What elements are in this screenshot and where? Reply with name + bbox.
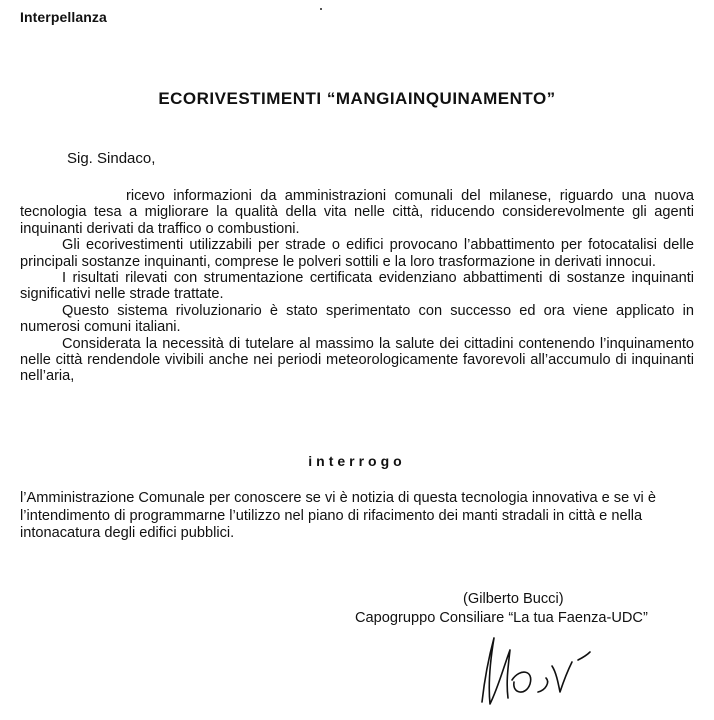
paragraph-intro: ricevo informazioni da amministrazioni comunali del milanese, riguardo una nuova tecnologia tesa a migliorare la qualità della vita nelle città, riducendo considerevolmente gli agenti inquinanti derivati da traffico o combustioni. [20,188,694,237]
document-title: ECORIVESTIMENTI “MANGIAINQUINAMENTO” [158,89,556,108]
paragraph-sistema: Questo sistema rivoluzionario è stato sperimentato con successo ed ora viene applicato in numerosi comuni italiani. [20,302,694,336]
salutation: Sig. Sindaco, [67,150,156,167]
paragraph-risultati: I risultati rilevati con strumentazione certificata evidenziano abbattimenti di sostanze inquinanti significativi nelle strade trattate. [20,270,694,303]
signer-role: Capogruppo Consiliare “La tua Faenza-UDC” [355,610,648,626]
scan-speck [320,8,322,10]
closing-paragraph: l’Amministrazione Comunale per conoscere se vi è notizia di questa tecnologia innovativa e se vi è l’intendimento di programmarne l’utilizzo nel piano di rifacimento dei manti stradali in città e nella intonacatura degli edifici pubblici. [20,490,656,541]
paragraph-ecorivestimenti: Gli ecorivestimenti utilizzabili per strade o edifici provocano l’abbattimento per fotocatalisi delle principali sostanze inquinanti, comprese le polveri sottili e la loro trasformazione in derivati innocui. [20,237,694,270]
letter-body [20,188,694,385]
handwritten-signature [468,632,608,712]
document-type-label: Interpellanza [20,9,107,25]
signer-name: (Gilberto Bucci) [463,591,564,607]
interrogo-heading: interrogo [308,453,406,469]
paragraph-considerata: Considerata la necessità di tutelare al massimo la salute dei cittadini contenendo l’inquinamento nelle città rendendole vivibili anche nei periodi meteorologicamente favorevoli all’accumulo di inquinanti nell’aria, [20,335,694,385]
